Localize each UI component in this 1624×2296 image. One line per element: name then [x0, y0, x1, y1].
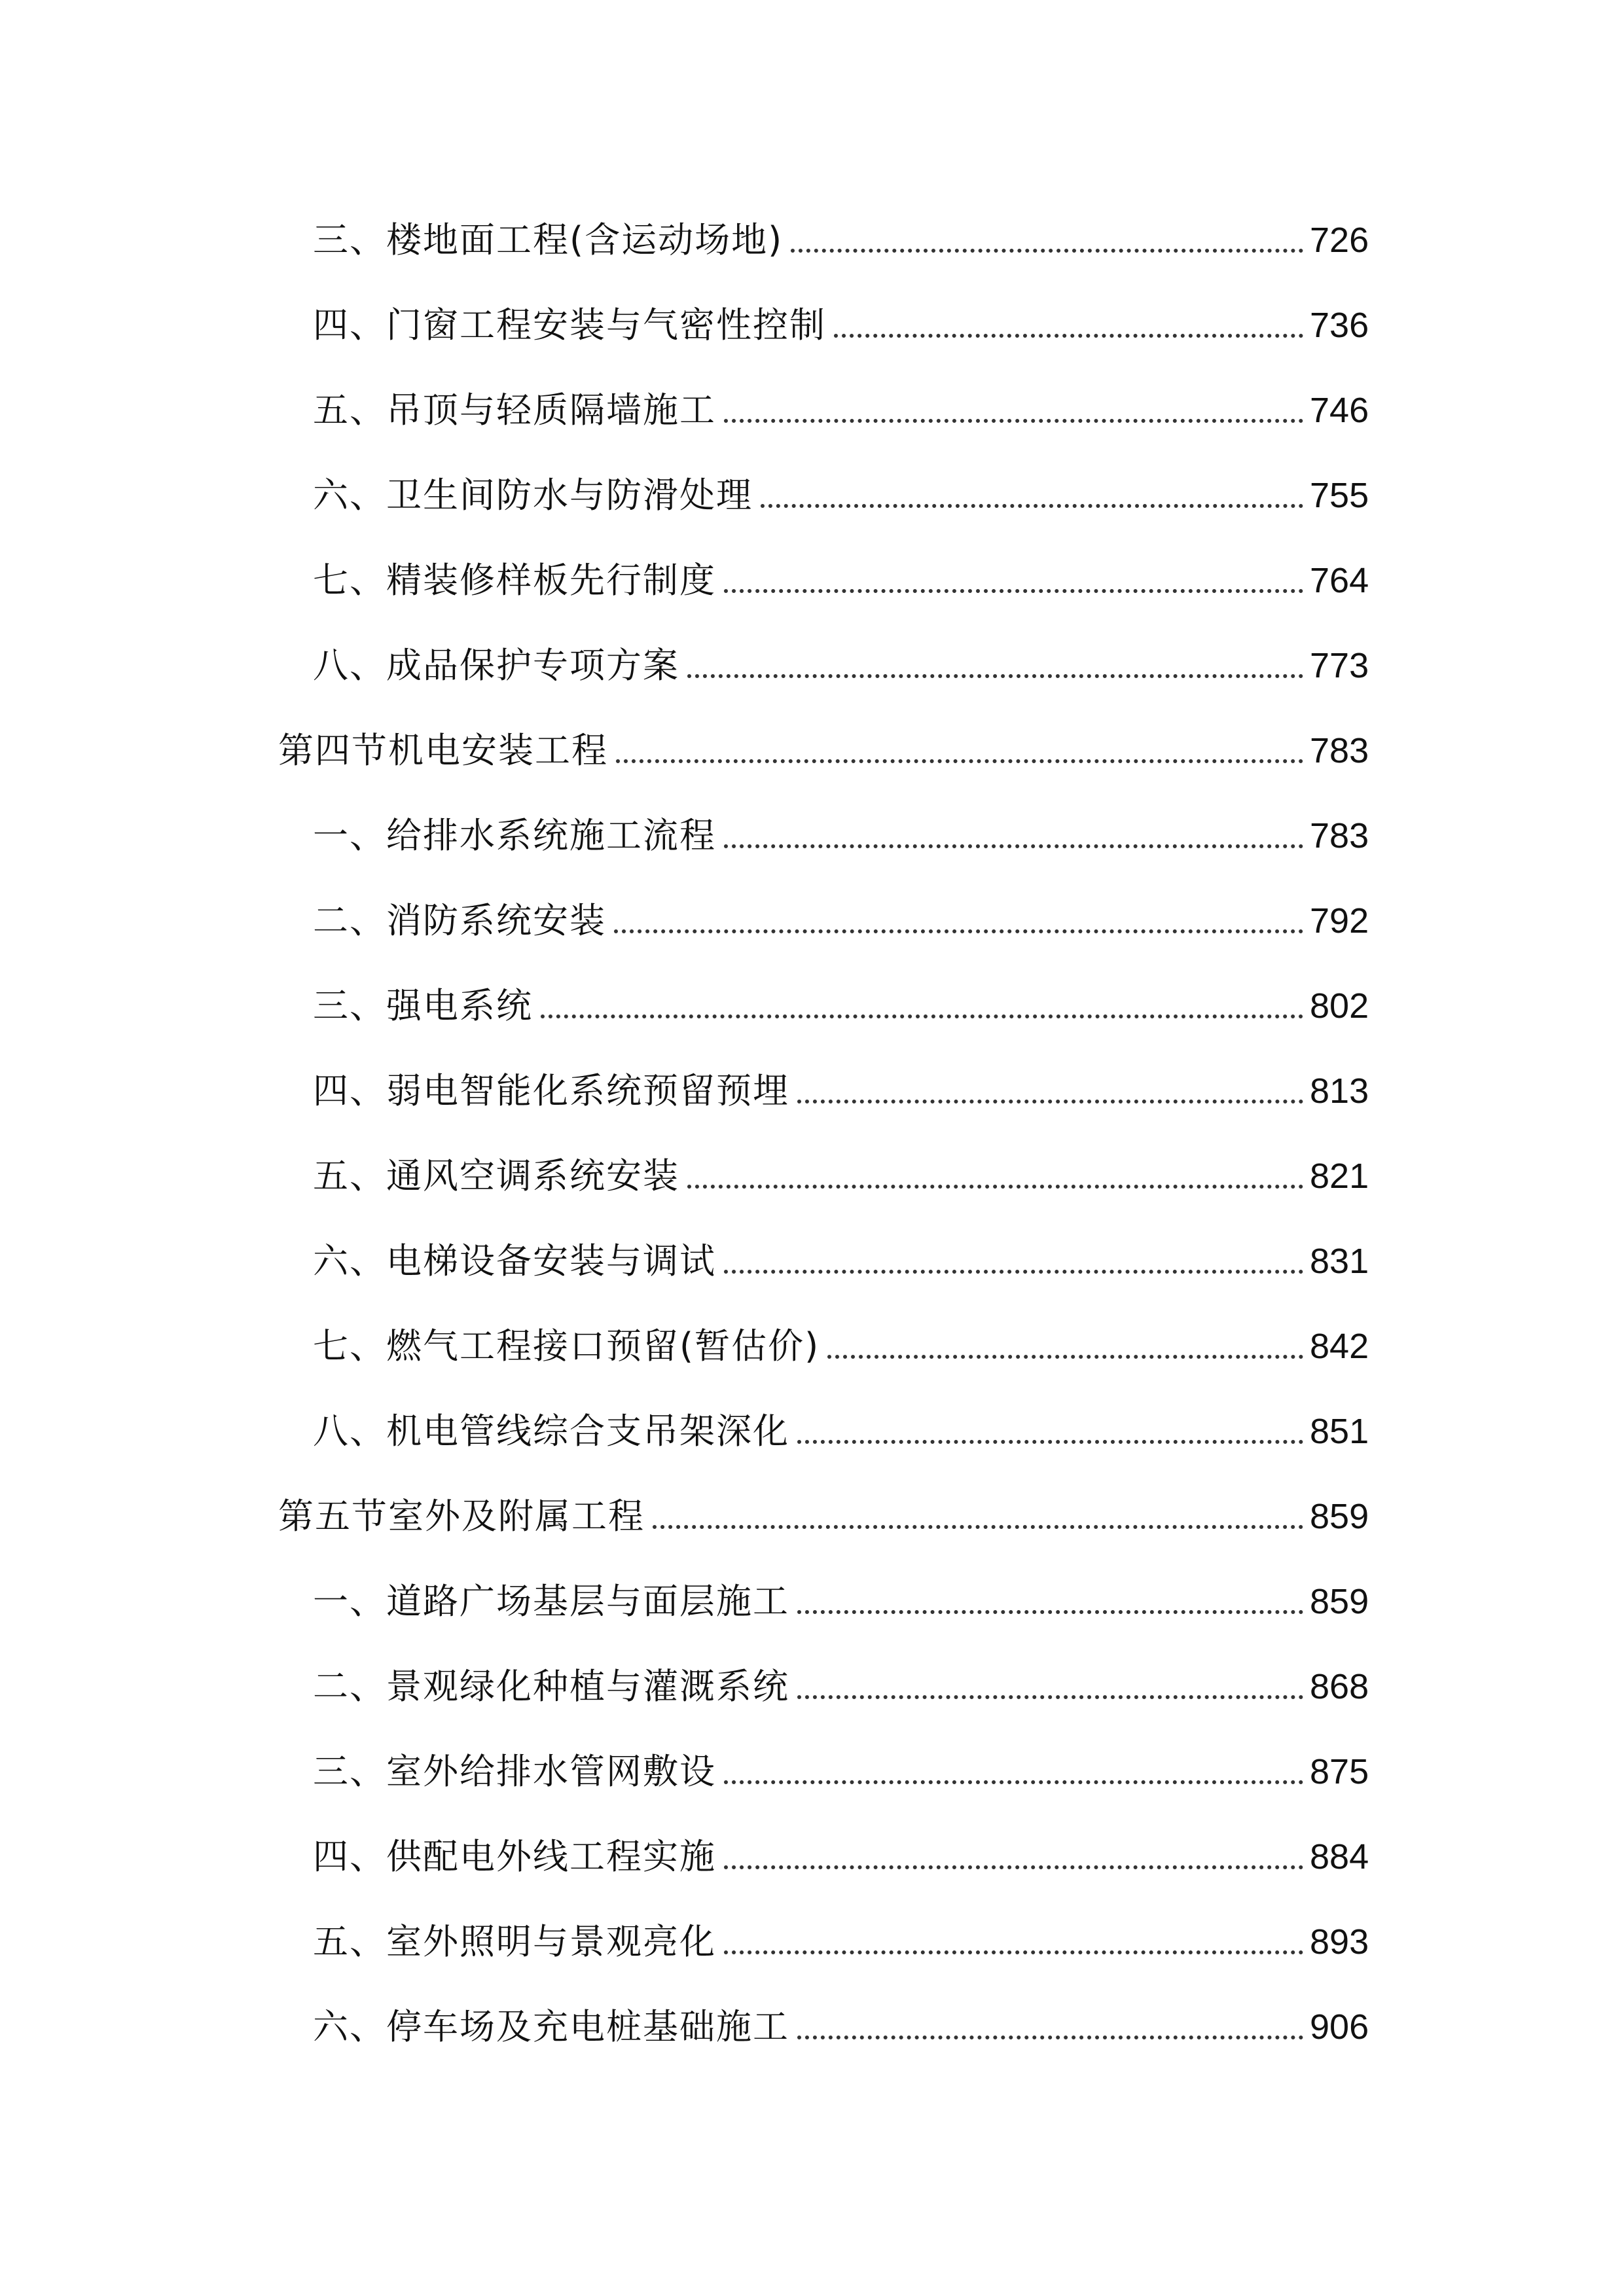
dot-leader — [724, 1950, 1303, 1954]
toc-entry-title: 二、消防系统安装 — [313, 900, 606, 942]
toc-entry-page: 868 — [1310, 1667, 1369, 1707]
toc-entry[interactable] — [0, 870, 1624, 942]
dot-leader — [797, 1695, 1303, 1699]
toc-entry-page: 792 — [1310, 901, 1369, 941]
toc-entry-title: 六、卫生间防水与防滑处理 — [313, 475, 753, 516]
toc-entry-title: 七、燃气工程接口预留(暂估价) — [313, 1325, 820, 1367]
toc-entry[interactable] — [0, 1381, 1624, 1453]
toc-entry-title: 四、供配电外线工程实施 — [313, 1836, 716, 1878]
toc-entry-title: 六、电梯设备安装与调试 — [313, 1240, 716, 1282]
toc-entry-page: 802 — [1310, 986, 1369, 1026]
dot-leader — [724, 419, 1303, 423]
dot-leader — [827, 1355, 1303, 1359]
dot-leader — [834, 334, 1303, 338]
dot-leader — [616, 759, 1303, 763]
toc-entry-page: 859 — [1310, 1497, 1369, 1537]
dot-leader — [724, 844, 1303, 848]
toc-entry[interactable] — [0, 1806, 1624, 1878]
toc-entry-title: 五、室外照明与景观亮化 — [313, 1921, 716, 1963]
dot-leader — [653, 1525, 1303, 1529]
dot-leader — [791, 249, 1303, 253]
toc-entry[interactable] — [0, 615, 1624, 687]
dot-leader — [724, 1865, 1303, 1869]
toc-entry-page: 736 — [1310, 306, 1369, 346]
dot-leader — [797, 1100, 1303, 1103]
dot-leader — [724, 1780, 1303, 1784]
toc-entry-title: 五、通风空调系统安装 — [313, 1155, 679, 1197]
toc-entry-page: 859 — [1310, 1582, 1369, 1622]
toc-entry-page: 773 — [1310, 646, 1369, 686]
toc-entry-title: 三、强电系统 — [313, 985, 533, 1027]
toc-entry-title: 八、成品保护专项方案 — [313, 645, 679, 687]
toc-entry[interactable] — [0, 1721, 1624, 1793]
toc-entry[interactable] — [0, 1296, 1624, 1368]
toc-entry-page: 842 — [1310, 1327, 1369, 1367]
toc-entry[interactable] — [0, 956, 1624, 1028]
toc-entry-page: 875 — [1310, 1752, 1369, 1792]
dot-leader — [724, 1270, 1303, 1274]
toc-entry[interactable] — [0, 1126, 1624, 1198]
toc-entry-page: 813 — [1310, 1071, 1369, 1111]
toc-entry-title: 一、道路广场基层与面层施工 — [313, 1581, 789, 1623]
toc-entry-page: 831 — [1310, 1242, 1369, 1282]
toc-entry-page: 906 — [1310, 2007, 1369, 2047]
toc-entry-title: 八、机电管线综合支吊架深化 — [313, 1410, 789, 1452]
toc-entry-title: 三、室外给排水管网敷设 — [313, 1751, 716, 1793]
toc-entry-page: 783 — [1310, 731, 1369, 771]
toc-entry-page: 764 — [1310, 561, 1369, 601]
toc-entry-page: 851 — [1310, 1412, 1369, 1452]
dot-leader — [687, 1185, 1303, 1189]
toc-entry-page: 783 — [1310, 816, 1369, 856]
toc-entry[interactable] — [0, 1211, 1624, 1283]
dot-leader — [614, 929, 1303, 933]
toc-entry-title: 二、景观绿化种植与灌溉系统 — [313, 1666, 789, 1708]
dot-leader — [797, 1610, 1303, 1614]
toc-entry[interactable] — [0, 1636, 1624, 1708]
toc-entry[interactable] — [0, 275, 1624, 347]
dot-leader — [761, 504, 1303, 508]
toc-entry[interactable] — [0, 445, 1624, 517]
toc-entry[interactable] — [0, 360, 1624, 432]
toc-entry[interactable] — [0, 785, 1624, 857]
toc-entry[interactable] — [0, 530, 1624, 602]
toc-entry-page: 893 — [1310, 1922, 1369, 1962]
toc-entry-title: 三、楼地面工程(含运动场地) — [313, 219, 784, 261]
toc-entry-page: 821 — [1310, 1157, 1369, 1196]
toc-entry[interactable] — [0, 190, 1624, 262]
dot-leader — [797, 1440, 1303, 1444]
toc-entry[interactable] — [0, 1551, 1624, 1623]
toc-section-entry[interactable] — [0, 1466, 1624, 1538]
toc-entry-title: 第四节机电安装工程 — [278, 730, 608, 772]
toc-entry-title: 六、停车场及充电桩基础施工 — [313, 2006, 789, 2048]
toc-entry-title: 五、吊顶与轻质隔墙施工 — [313, 389, 716, 431]
dot-leader — [687, 674, 1303, 678]
toc-entry-title: 第五节室外及附属工程 — [278, 1496, 645, 1537]
toc-entry-title: 一、给排水系统施工流程 — [313, 815, 716, 857]
dot-leader — [541, 1014, 1303, 1018]
toc-entry-title: 七、精装修样板先行制度 — [313, 560, 716, 601]
toc-section-entry[interactable] — [0, 700, 1624, 772]
dot-leader — [797, 2036, 1303, 2039]
toc-entry-page: 746 — [1310, 391, 1369, 431]
toc-entry[interactable] — [0, 1892, 1624, 1964]
toc-entry-title: 四、门窗工程安装与气密性控制 — [313, 304, 826, 346]
toc-entry[interactable] — [0, 1977, 1624, 2049]
toc-entry-page: 755 — [1310, 476, 1369, 516]
toc-entry[interactable] — [0, 1041, 1624, 1113]
toc-entry-page: 726 — [1310, 221, 1369, 260]
toc-entry-title: 四、弱电智能化系统预留预埋 — [313, 1070, 789, 1112]
dot-leader — [724, 589, 1303, 593]
toc-entry-page: 884 — [1310, 1837, 1369, 1877]
